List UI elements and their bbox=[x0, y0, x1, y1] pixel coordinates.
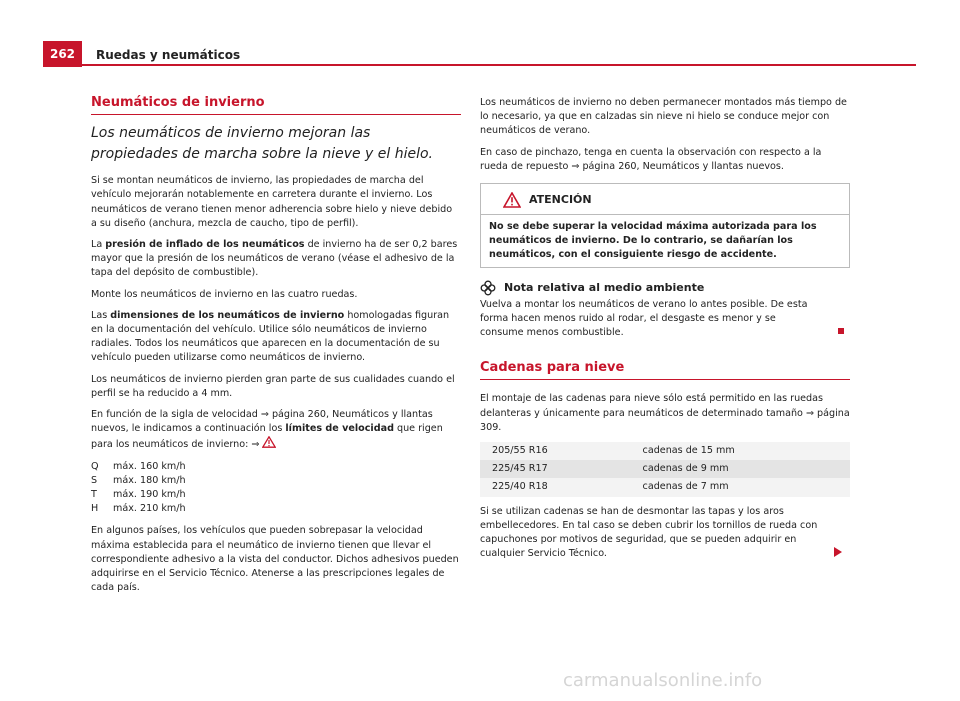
paragraph: En caso de pinchazo, tenga en cuenta la observación con respecto a la rueda de repuesto ⇒ página 260, Neumáticos y llantas nuevos. bbox=[480, 146, 822, 172]
bold-term: límites de velocidad bbox=[285, 423, 394, 435]
speed-limit-list bbox=[91, 460, 461, 517]
paragraph: El montaje de las cadenas para nieve sólo está permitido en las ruedas delanteras y únicamente para neumáticos de determinado tamaño ⇒ página 309. bbox=[480, 393, 850, 433]
environment-title: Nota relativa al medio ambiente bbox=[504, 280, 705, 294]
paragraph: Las dimensiones de los neumáticos de invierno homologadas figuran en la documentación del vehículo. Utilice sólo neumáticos de invierno radiales. Todos los neumáticos que aparecen en la documentación de su vehículo pueden utilizarse como neumáticos de invierno. bbox=[91, 309, 450, 364]
table-cell-size: 225/40 R18 bbox=[480, 478, 631, 496]
table-cell-chain: cadenas de 15 mm bbox=[631, 442, 850, 460]
warning-box bbox=[480, 183, 850, 268]
warning-header bbox=[481, 184, 849, 214]
warning-triangle-icon bbox=[262, 436, 276, 448]
paragraph: Si se utilizan cadenas se han de desmontar las tapas y los aros embellecedores. En tal caso se deben cubrir los tornillos de rueda con capuchones por motivos de seguridad, que se pueden adquirir en cualquier Servicio Técnico. bbox=[480, 505, 818, 560]
left-column bbox=[91, 96, 461, 602]
warning-triangle-icon bbox=[503, 192, 521, 208]
paragraph: Los neumáticos de invierno no deben permanecer montados más tiempo de lo necesario, ya que en calzadas sin nieve ni hielo se conduce mejor con neumáticos de verano. bbox=[480, 97, 847, 137]
watermark: carmanualsonline.info bbox=[563, 670, 763, 691]
list-item: T máx. 190 km/h bbox=[91, 489, 186, 501]
table-cell-size: 225/45 R17 bbox=[480, 460, 631, 478]
list-item: Q máx. 160 km/h bbox=[91, 460, 186, 472]
table-row bbox=[480, 460, 850, 478]
warning-text: No se debe superar la velocidad máxima autorizada para los neumáticos de invierno. De lo contrario, se dañarían los neumáticos, con el consiguiente riesgo de accidente. bbox=[481, 214, 849, 267]
continue-arrow-icon bbox=[834, 547, 842, 557]
final-paragraph-wrap bbox=[480, 505, 850, 562]
bold-term: dimensiones de los neumáticos de invierno bbox=[110, 309, 345, 321]
paragraph: Vuelva a montar los neumáticos de verano lo antes posible. De esta forma hacen menos ruido al rodar, el desgaste es menor y se consume menos combustible. bbox=[480, 298, 808, 339]
table-cell-chain: cadenas de 7 mm bbox=[631, 478, 850, 496]
table-cell-chain: cadenas de 9 mm bbox=[631, 460, 850, 478]
paragraph: Los neumáticos de invierno pierden gran parte de sus cualidades cuando el perfil se ha reducido a 4 mm. bbox=[91, 373, 455, 399]
environment-note bbox=[480, 298, 850, 341]
lead-text: Los neumáticos de invierno mejoran las propiedades de marcha sobre la nieve y el hielo. bbox=[91, 125, 434, 163]
header-rule bbox=[43, 64, 916, 66]
environment-header bbox=[480, 280, 850, 296]
paragraph: En función de la sigla de velocidad ⇒ página 260, Neumáticos y llantas nuevos, le indicamos a continuación los límites de velocidad que rigen para los neumáticos de invierno: ⇒ bbox=[91, 409, 443, 451]
chapter-title: Ruedas y neumáticos bbox=[96, 48, 241, 62]
list-item: S máx. 180 km/h bbox=[91, 474, 186, 486]
table-row bbox=[480, 442, 850, 460]
table-row bbox=[480, 478, 850, 496]
environment-flower-icon bbox=[480, 280, 496, 296]
snow-chain-table bbox=[480, 442, 850, 497]
page-number: 262 bbox=[43, 41, 82, 67]
section-heading-winter-tyres: Neumáticos de invierno bbox=[91, 96, 461, 115]
section-end-marker bbox=[838, 328, 844, 334]
paragraph: Monte los neumáticos de invierno en las cuatro ruedas. bbox=[91, 288, 358, 300]
warning-title: ATENCIÓN bbox=[529, 192, 592, 206]
paragraph: La presión de inflado de los neumáticos de invierno ha de ser 0,2 bares mayor que la presión de los neumáticos de verano (véase el adhesivo de la tapa del depósito de combustible). bbox=[91, 239, 458, 279]
list-item: H máx. 210 km/h bbox=[91, 503, 186, 515]
right-column bbox=[480, 96, 850, 568]
paragraph: En algunos países, los vehículos que pueden sobrepasar la velocidad máxima establecida para el neumático de invierno tienen que llevar el correspondiente adhesivo a la vista del conductor. Dichos adhesivos pueden adquirirse en el Servicio Técnico. Atenerse a las prescripciones legales de cada país. bbox=[91, 525, 459, 594]
table-cell-size: 205/55 R16 bbox=[480, 442, 631, 460]
section-heading-snow-chains: Cadenas para nieve bbox=[480, 361, 850, 380]
paragraph: Si se montan neumáticos de invierno, las propiedades de marcha del vehículo mejorarán notablemente en carretera durante el invierno. Los neumáticos de verano tienen menor adherencia sobre hielo y nieve debido a su diseño (anchura, mezcla de caucho, tipo de perfil). bbox=[91, 175, 453, 229]
bold-term: presión de inflado de los neumáticos bbox=[105, 239, 305, 251]
